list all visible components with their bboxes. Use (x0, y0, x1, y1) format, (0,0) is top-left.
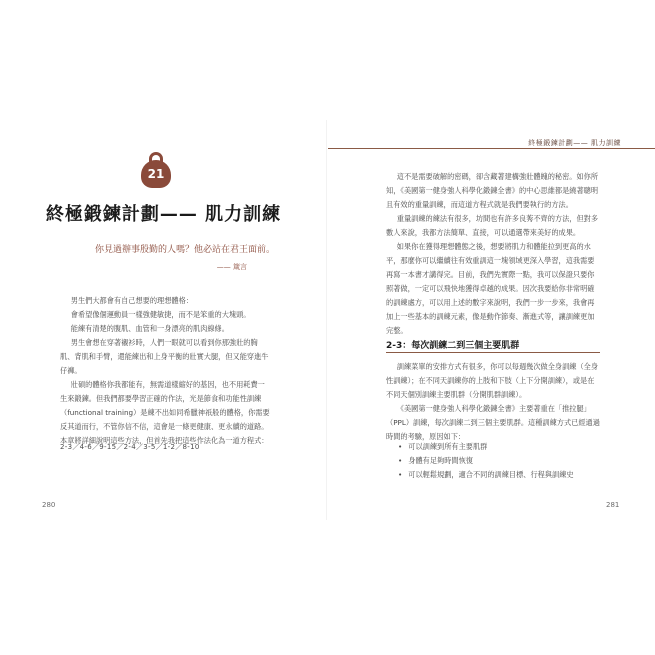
chapter-title: 終極鍛鍊計劃—— 肌力訓練 (45, 204, 282, 225)
epigraph-attribution: —— 箴言 (216, 263, 247, 271)
left-body (60, 294, 272, 448)
list-item: • 可以輕鬆規劃，適合不同的訓練目標、行程與訓練史 (398, 468, 598, 482)
training-formula: 2-3／4-6／9-15／2-4／3-5／1-2／8-10 (60, 443, 200, 451)
section-rule (386, 352, 600, 353)
paragraph: 訓練菜單的安排方式有很多，你可以每週幾次做全身訓練（全身性訓練）；在不同天訓練你的上肢和下肢（上下分開訓練），或是在不同天個別訓練主要肌群（分開肌群訓練）。 (386, 362, 599, 399)
reasons-list (398, 440, 598, 482)
paragraph: 會希望像個運動員一樣強健敏捷，而不是笨重的大塊頭。 (70, 310, 251, 319)
page-number-right: 281 (606, 501, 620, 509)
paragraph: 男生會想在穿著襯衫時，人們一眼就可以看到你那強壯的胸肌、背肌和手臂，還能練出和上身平衡的壯實大腿，但又能穿進牛仔褲。 (60, 338, 269, 375)
list-item: • 可以訓練到所有主要肌群 (398, 440, 598, 454)
right-body-bottom (386, 360, 600, 444)
section-heading: 2-3：每次訓練二到三個主要肌群 (386, 341, 520, 351)
paragraph: 男生們大都會有自己想要的理想體格： (70, 296, 193, 305)
left-page (0, 0, 327, 655)
paragraph: 《美國第一健身強人科學化鍛鍊全書》主要著重在「推拉腿」（PPL）訓練，每次訓練二到三個主要肌群。這種訓練方式已經通過時間的考驗，原因如下： (386, 404, 600, 441)
kettlebell-icon (141, 152, 171, 188)
page-number-left: 280 (42, 501, 56, 509)
running-head: 終極鍛鍊計劃—— 肌力訓練 (528, 139, 621, 147)
epigraph: 你見過辦事殷勤的人嗎？他必站在君王面前。 (94, 245, 275, 255)
paragraph: 如果你在獲得理想體態之後，想要將肌力和體能拉到更高的水平，那麼你可以繼續往有效重訓這一塊領域更深入學習，這我需要再寫一本書才講得完。目前，我們先實際一點，我可以保證只要你照著做，一定可以飛快地獲得卓越的成果。因次我要給你非常明確的訓練處方，可以用上述的數字來說明，我們一步一步來，我會再加上一些基本的訓練元素，像是動作節奏、漸進式等，讓訓練更加完整。 (386, 242, 595, 335)
paragraph: 重量訓練的練法有很多，坊間也有許多良莠不齊的方法，但對多數人來說，我都方法簡單、直接，可以通選帶來美好的成果。 (386, 214, 599, 237)
running-head-rule (328, 148, 655, 149)
right-body-top (386, 170, 600, 338)
paragraph: 這不是需要破解的密碼，卻含藏著建構強壯體魄的秘密。如你所知，《美國第一健身強人科學化鍛鍊全書》的中心思維都是繞著聰明且有效的重量訓練，而這道方程式就是我們要執行的方法。 (386, 172, 599, 209)
list-item: • 身體有足夠時間恢復 (398, 454, 598, 468)
gutter (326, 120, 327, 520)
right-page (328, 0, 655, 655)
paragraph: 能練有清楚的腹肌、血管和一身漂亮的肌肉線條。 (70, 324, 229, 333)
chapter-number: 21 (141, 160, 171, 188)
paragraph: 壯碩的體格你我都能有，無需道樣縮好的基因，也不用耗費一生來鍛鍊。但我們都要學習正確的作法，光是節食和功能性訓練（functional training）是練不出如同希臘神祇般的體格，你需要反其道而行，不管你信不信，這會是一條更健康、更永續的道路。本章將詳細說明這些方法，但首先我把這些作法化為一道方程式： (60, 380, 270, 445)
